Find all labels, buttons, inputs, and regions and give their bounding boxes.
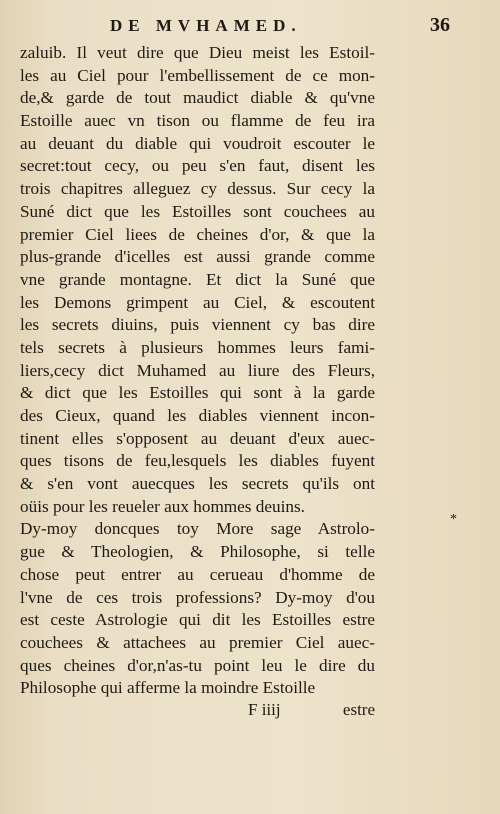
text-line: au deuant du diable qui voudroit escouter le	[20, 133, 375, 153]
text-line: couchees & attachees au premier Ciel auec-	[20, 632, 375, 652]
page-number: 36	[430, 14, 450, 36]
text-line: les secrets diuins, puis viennent cy bas dire	[20, 315, 375, 335]
text-line: gue & Theologien, & Philosophe, si telle	[20, 542, 375, 562]
text-line: de,& garde de tout maudict diable & qu'vne	[20, 88, 375, 108]
marginal-mark: *	[450, 512, 457, 527]
text-line: tinent elles s'opposent au deuant d'eux auec-	[20, 428, 375, 448]
running-head: DE MVHAMED.	[110, 16, 302, 35]
text-line: liers,cecy dict Muhamed au liure des Fleurs,	[20, 360, 375, 380]
signature-mark: F iiij	[248, 700, 281, 719]
text-line: zaluib. Il veut dire que Dieu meist les Estoil-	[20, 43, 375, 62]
text-line: les Demons grimpent au Ciel, & escoutent	[20, 292, 375, 312]
text-line: premier Ciel liees de cheines d'or, & que la	[20, 224, 375, 244]
text-line: Estoille auec vn tison ou flamme de feu ira	[20, 111, 375, 131]
text-line: l'vne de ces trois professions? Dy-moy d'ou	[20, 587, 375, 607]
body-text	[20, 42, 375, 700]
text-line: oüis pour les reueler aux hommes deuins.	[20, 496, 305, 516]
text-line: plus-grande d'icelles est aussi grande comme	[20, 247, 375, 267]
text-line: des Cieux, quand les diables viennent incon-	[20, 406, 375, 425]
text-line: chose peut entrer au cerueau d'homme de	[20, 564, 375, 584]
text-line: secret:tout cecy, ou peu s'en faut, disent les	[20, 156, 375, 176]
text-line: ques cheines d'or,n'as-tu point leu le dire du	[20, 655, 375, 675]
text-line: trois chapitres alleguez cy dessus. Sur cecy la	[20, 179, 375, 199]
text-line: les au Ciel pour l'embellissement de ce mon-	[20, 65, 375, 85]
text-line: & s'en vont auecques les secrets qu'ils ont	[20, 474, 375, 494]
text-line: tels secrets à plusieurs hommes leurs fami-	[20, 337, 375, 357]
text-line: vne grande montagne. Et dict la Suné que	[20, 269, 375, 289]
text-line: est ceste Astrologie qui dit les Estoilles estre	[20, 610, 375, 630]
text-line: & dict que les Estoilles qui sont à la garde	[20, 383, 375, 403]
text-line: Dy-moy doncques toy More sage Astrolo-	[20, 519, 375, 539]
text-line: ques tisons de feu,lesquels les diables fuyent	[20, 451, 375, 471]
catchword: estre	[342, 700, 375, 719]
text-line: Philosophe qui afferme la moindre Estoille	[20, 678, 316, 698]
text-line: Suné dict que les Estoilles sont couchees au	[20, 201, 375, 221]
page-header	[110, 14, 450, 38]
